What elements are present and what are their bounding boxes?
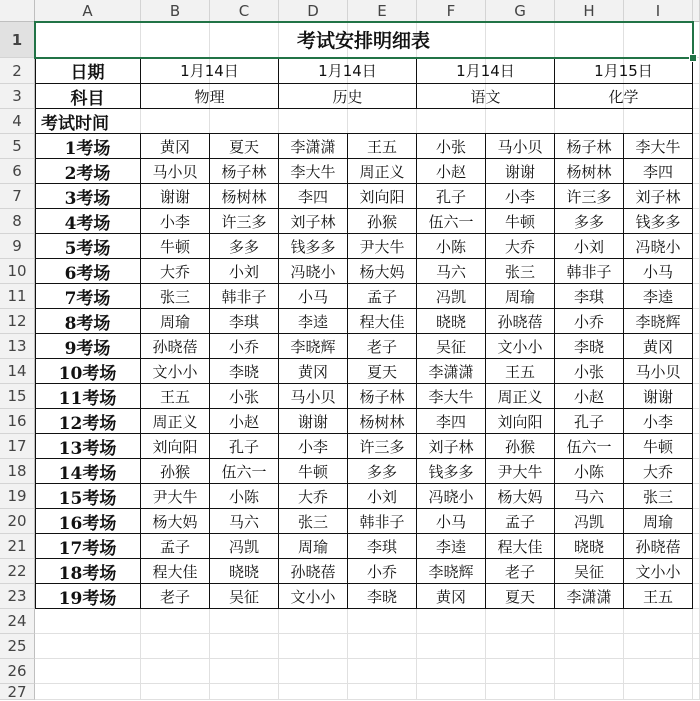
exam-room-name[interactable]: 11考场: [35, 384, 141, 409]
column-header-next[interactable]: [693, 0, 700, 22]
grid-cell[interactable]: [279, 609, 348, 634]
column-header-h[interactable]: H: [555, 0, 624, 22]
grid-cell[interactable]: [417, 634, 486, 659]
staff-cell[interactable]: 晓晓: [417, 309, 486, 334]
staff-cell[interactable]: 大乔: [624, 459, 693, 484]
row-header-22[interactable]: 22: [0, 559, 35, 584]
grid-cell[interactable]: [693, 359, 700, 384]
staff-cell[interactable]: 夏天: [486, 584, 555, 609]
staff-cell[interactable]: 谢谢: [486, 159, 555, 184]
staff-cell[interactable]: 孙晓蓓: [486, 309, 555, 334]
staff-cell[interactable]: 杨大妈: [348, 259, 417, 284]
grid-cell[interactable]: [693, 109, 700, 134]
staff-cell[interactable]: 张三: [486, 259, 555, 284]
grid-cell[interactable]: [555, 634, 624, 659]
row-header-5[interactable]: 5: [0, 134, 35, 159]
staff-cell[interactable]: 冯凯: [210, 534, 279, 559]
staff-cell[interactable]: 老子: [348, 334, 417, 359]
subject-cell[interactable]: 化学: [555, 84, 693, 109]
staff-cell[interactable]: 黄冈: [624, 334, 693, 359]
staff-cell[interactable]: 王五: [141, 384, 210, 409]
row-header-4[interactable]: 4: [0, 109, 35, 134]
staff-cell[interactable]: 李四: [279, 184, 348, 209]
staff-cell[interactable]: 多多: [210, 234, 279, 259]
row-header-12[interactable]: 12: [0, 309, 35, 334]
staff-cell[interactable]: 马六: [210, 509, 279, 534]
staff-cell[interactable]: 文小小: [279, 584, 348, 609]
sheet-title[interactable]: 考试安排明细表: [35, 22, 693, 58]
staff-cell[interactable]: 小张: [417, 134, 486, 159]
exam-room-name[interactable]: 8考场: [35, 309, 141, 334]
staff-cell[interactable]: 小张: [210, 384, 279, 409]
staff-cell[interactable]: 冯凯: [417, 284, 486, 309]
grid-cell[interactable]: [141, 659, 210, 684]
staff-cell[interactable]: 文小小: [486, 334, 555, 359]
staff-cell[interactable]: 小刘: [555, 234, 624, 259]
grid-cell[interactable]: [417, 659, 486, 684]
row-header-1[interactable]: 1: [0, 22, 35, 58]
grid-cell[interactable]: [693, 22, 700, 58]
staff-cell[interactable]: 杨子林: [555, 134, 624, 159]
column-header-g[interactable]: G: [486, 0, 555, 22]
date-label[interactable]: 日期: [35, 58, 141, 84]
grid-cell[interactable]: [693, 184, 700, 209]
staff-cell[interactable]: 李琪: [555, 284, 624, 309]
row-header-3[interactable]: 3: [0, 84, 35, 109]
staff-cell[interactable]: 伍六一: [210, 459, 279, 484]
grid-cell[interactable]: [693, 534, 700, 559]
staff-cell[interactable]: 伍六一: [417, 209, 486, 234]
row-header-25[interactable]: 25: [0, 634, 35, 659]
grid-cell[interactable]: [693, 309, 700, 334]
staff-cell[interactable]: 文小小: [624, 559, 693, 584]
date-cell[interactable]: 1月14日: [417, 58, 555, 84]
staff-cell[interactable]: 李晓: [348, 584, 417, 609]
exam-room-name[interactable]: 12考场: [35, 409, 141, 434]
column-header-i[interactable]: I: [624, 0, 693, 22]
staff-cell[interactable]: 冯凯: [555, 509, 624, 534]
grid-cell[interactable]: [417, 684, 486, 700]
staff-cell[interactable]: 小刘: [348, 484, 417, 509]
staff-cell[interactable]: 钱多多: [417, 459, 486, 484]
staff-cell[interactable]: 杨子林: [348, 384, 417, 409]
grid-cell[interactable]: [348, 659, 417, 684]
row-header-13[interactable]: 13: [0, 334, 35, 359]
staff-cell[interactable]: 刘子林: [624, 184, 693, 209]
staff-cell[interactable]: 李四: [624, 159, 693, 184]
staff-cell[interactable]: 孙猴: [486, 434, 555, 459]
staff-cell[interactable]: 马小贝: [279, 384, 348, 409]
staff-cell[interactable]: 夏天: [210, 134, 279, 159]
staff-cell[interactable]: 李晓: [555, 334, 624, 359]
row-header-2[interactable]: 2: [0, 58, 35, 84]
staff-cell[interactable]: 李琪: [210, 309, 279, 334]
staff-cell[interactable]: 小马: [624, 259, 693, 284]
row-header-21[interactable]: 21: [0, 534, 35, 559]
column-header-d[interactable]: D: [279, 0, 348, 22]
grid-cell[interactable]: [210, 609, 279, 634]
staff-cell[interactable]: 杨大妈: [141, 509, 210, 534]
grid-cell[interactable]: [693, 234, 700, 259]
staff-cell[interactable]: 程大佳: [348, 309, 417, 334]
staff-cell[interactable]: 小乔: [210, 334, 279, 359]
staff-cell[interactable]: 李大牛: [624, 134, 693, 159]
row-header-18[interactable]: 18: [0, 459, 35, 484]
grid-cell[interactable]: [693, 84, 700, 109]
grid-cell[interactable]: [555, 609, 624, 634]
staff-cell[interactable]: 王五: [348, 134, 417, 159]
staff-cell[interactable]: 小李: [279, 434, 348, 459]
grid-cell[interactable]: [210, 634, 279, 659]
grid-cell[interactable]: [486, 634, 555, 659]
staff-cell[interactable]: 周正义: [141, 409, 210, 434]
staff-cell[interactable]: 冯晓小: [624, 234, 693, 259]
staff-cell[interactable]: 黄冈: [141, 134, 210, 159]
staff-cell[interactable]: 杨树林: [348, 409, 417, 434]
staff-cell[interactable]: 李晓: [210, 359, 279, 384]
staff-cell[interactable]: 刘向阳: [141, 434, 210, 459]
staff-cell[interactable]: 小赵: [417, 159, 486, 184]
grid-cell[interactable]: [624, 634, 693, 659]
staff-cell[interactable]: 谢谢: [624, 384, 693, 409]
exam-room-name[interactable]: 10考场: [35, 359, 141, 384]
exam-room-name[interactable]: 19考场: [35, 584, 141, 609]
staff-cell[interactable]: 吴征: [417, 334, 486, 359]
staff-cell[interactable]: 晓晓: [555, 534, 624, 559]
staff-cell[interactable]: 尹大牛: [486, 459, 555, 484]
exam-room-name[interactable]: 14考场: [35, 459, 141, 484]
grid-cell[interactable]: [693, 434, 700, 459]
grid-cell[interactable]: [693, 609, 700, 634]
row-header-11[interactable]: 11: [0, 284, 35, 309]
staff-cell[interactable]: 大乔: [486, 234, 555, 259]
staff-cell[interactable]: 李琪: [348, 534, 417, 559]
grid-cell[interactable]: [348, 634, 417, 659]
staff-cell[interactable]: 马六: [555, 484, 624, 509]
staff-cell[interactable]: 孔子: [417, 184, 486, 209]
staff-cell[interactable]: 小陈: [210, 484, 279, 509]
staff-cell[interactable]: 老子: [486, 559, 555, 584]
grid-cell[interactable]: [279, 634, 348, 659]
staff-cell[interactable]: 周瑜: [624, 509, 693, 534]
row-header-20[interactable]: 20: [0, 509, 35, 534]
staff-cell[interactable]: 李逵: [624, 284, 693, 309]
grid-cell[interactable]: [555, 659, 624, 684]
staff-cell[interactable]: 吴征: [210, 584, 279, 609]
exam-room-name[interactable]: 13考场: [35, 434, 141, 459]
exam-room-name[interactable]: 4考场: [35, 209, 141, 234]
row-header-9[interactable]: 9: [0, 234, 35, 259]
staff-cell[interactable]: 刘子林: [279, 209, 348, 234]
staff-cell[interactable]: 夏天: [348, 359, 417, 384]
staff-cell[interactable]: 李大牛: [417, 384, 486, 409]
staff-cell[interactable]: 小赵: [555, 384, 624, 409]
staff-cell[interactable]: 李潇潇: [279, 134, 348, 159]
grid-cell[interactable]: [693, 634, 700, 659]
staff-cell[interactable]: 杨树林: [210, 184, 279, 209]
staff-cell[interactable]: 牛顿: [624, 434, 693, 459]
grid-cell[interactable]: [693, 334, 700, 359]
staff-cell[interactable]: 张三: [141, 284, 210, 309]
staff-cell[interactable]: 钱多多: [279, 234, 348, 259]
exam-room-name[interactable]: 15考场: [35, 484, 141, 509]
staff-cell[interactable]: 韩非子: [555, 259, 624, 284]
staff-cell[interactable]: 马小贝: [624, 359, 693, 384]
staff-cell[interactable]: 孟子: [486, 509, 555, 534]
row-header-10[interactable]: 10: [0, 259, 35, 284]
row-header-23[interactable]: 23: [0, 584, 35, 609]
grid-cell[interactable]: [624, 684, 693, 700]
grid-cell[interactable]: [693, 484, 700, 509]
staff-cell[interactable]: 小乔: [555, 309, 624, 334]
grid-cell[interactable]: [624, 609, 693, 634]
staff-cell[interactable]: 王五: [624, 584, 693, 609]
row-header-15[interactable]: 15: [0, 384, 35, 409]
subject-cell[interactable]: 历史: [279, 84, 417, 109]
staff-cell[interactable]: 孟子: [141, 534, 210, 559]
staff-cell[interactable]: 孙猴: [141, 459, 210, 484]
grid-cell[interactable]: [693, 284, 700, 309]
staff-cell[interactable]: 小刘: [210, 259, 279, 284]
row-header-6[interactable]: 6: [0, 159, 35, 184]
staff-cell[interactable]: 张三: [279, 509, 348, 534]
grid-cell[interactable]: [35, 659, 141, 684]
grid-cell[interactable]: [693, 134, 700, 159]
staff-cell[interactable]: 黄冈: [279, 359, 348, 384]
staff-cell[interactable]: 刘子林: [417, 434, 486, 459]
row-header-16[interactable]: 16: [0, 409, 35, 434]
exam-room-name[interactable]: 5考场: [35, 234, 141, 259]
row-header-19[interactable]: 19: [0, 484, 35, 509]
row-header-8[interactable]: 8: [0, 209, 35, 234]
staff-cell[interactable]: 周瑜: [141, 309, 210, 334]
staff-cell[interactable]: 韩非子: [210, 284, 279, 309]
staff-cell[interactable]: 伍六一: [555, 434, 624, 459]
staff-cell[interactable]: 小陈: [417, 234, 486, 259]
row-header-7[interactable]: 7: [0, 184, 35, 209]
subject-cell[interactable]: 语文: [417, 84, 555, 109]
staff-cell[interactable]: 许三多: [210, 209, 279, 234]
staff-cell[interactable]: 小李: [624, 409, 693, 434]
staff-cell[interactable]: 刘向阳: [348, 184, 417, 209]
staff-cell[interactable]: 孔子: [210, 434, 279, 459]
staff-cell[interactable]: 马六: [417, 259, 486, 284]
staff-cell[interactable]: 刘向阳: [486, 409, 555, 434]
subject-label[interactable]: 科目: [35, 84, 141, 109]
grid-cell[interactable]: [693, 384, 700, 409]
grid-cell[interactable]: [693, 559, 700, 584]
staff-cell[interactable]: 尹大牛: [348, 234, 417, 259]
row-header-24[interactable]: 24: [0, 609, 35, 634]
staff-cell[interactable]: 冯晓小: [279, 259, 348, 284]
staff-cell[interactable]: 李潇潇: [417, 359, 486, 384]
staff-cell[interactable]: 杨大妈: [486, 484, 555, 509]
staff-cell[interactable]: 孙晓蓓: [141, 334, 210, 359]
exam-time-label[interactable]: 考试时间: [35, 109, 693, 134]
grid-cell[interactable]: [141, 634, 210, 659]
staff-cell[interactable]: 小赵: [210, 409, 279, 434]
row-header-26[interactable]: 26: [0, 659, 35, 684]
staff-cell[interactable]: 周正义: [348, 159, 417, 184]
exam-room-name[interactable]: 17考场: [35, 534, 141, 559]
exam-room-name[interactable]: 3考场: [35, 184, 141, 209]
staff-cell[interactable]: 大乔: [141, 259, 210, 284]
staff-cell[interactable]: 李晓辉: [624, 309, 693, 334]
grid-cell[interactable]: [693, 259, 700, 284]
exam-room-name[interactable]: 7考场: [35, 284, 141, 309]
staff-cell[interactable]: 大乔: [279, 484, 348, 509]
staff-cell[interactable]: 杨子林: [210, 159, 279, 184]
grid-cell[interactable]: [693, 684, 700, 700]
exam-room-name[interactable]: 9考场: [35, 334, 141, 359]
staff-cell[interactable]: 晓晓: [210, 559, 279, 584]
grid-cell[interactable]: [693, 509, 700, 534]
staff-cell[interactable]: 周瑜: [279, 534, 348, 559]
grid-cell[interactable]: [348, 684, 417, 700]
column-header-c[interactable]: C: [210, 0, 279, 22]
staff-cell[interactable]: 李逵: [417, 534, 486, 559]
staff-cell[interactable]: 文小小: [141, 359, 210, 384]
grid-cell[interactable]: [693, 459, 700, 484]
staff-cell[interactable]: 孔子: [555, 409, 624, 434]
staff-cell[interactable]: 多多: [555, 209, 624, 234]
fill-handle[interactable]: [689, 54, 697, 62]
grid-cell[interactable]: [35, 609, 141, 634]
staff-cell[interactable]: 小李: [141, 209, 210, 234]
staff-cell[interactable]: 牛顿: [279, 459, 348, 484]
staff-cell[interactable]: 李逵: [279, 309, 348, 334]
grid-cell[interactable]: [348, 609, 417, 634]
grid-cell[interactable]: [141, 609, 210, 634]
exam-room-name[interactable]: 1考场: [35, 134, 141, 159]
grid-cell[interactable]: [210, 659, 279, 684]
staff-cell[interactable]: 王五: [486, 359, 555, 384]
staff-cell[interactable]: 程大佳: [141, 559, 210, 584]
grid-cell[interactable]: [417, 609, 486, 634]
staff-cell[interactable]: 李四: [417, 409, 486, 434]
staff-cell[interactable]: 周正义: [486, 384, 555, 409]
staff-cell[interactable]: 许三多: [348, 434, 417, 459]
staff-cell[interactable]: 许三多: [555, 184, 624, 209]
staff-cell[interactable]: 小张: [555, 359, 624, 384]
staff-cell[interactable]: 谢谢: [141, 184, 210, 209]
staff-cell[interactable]: 李晓辉: [417, 559, 486, 584]
column-header-e[interactable]: E: [348, 0, 417, 22]
grid-cell[interactable]: [141, 684, 210, 700]
staff-cell[interactable]: 李潇潇: [555, 584, 624, 609]
staff-cell[interactable]: 小马: [417, 509, 486, 534]
staff-cell[interactable]: 孙晓蓓: [624, 534, 693, 559]
staff-cell[interactable]: 谢谢: [279, 409, 348, 434]
grid-cell[interactable]: [693, 209, 700, 234]
subject-cell[interactable]: 物理: [141, 84, 279, 109]
staff-cell[interactable]: 张三: [624, 484, 693, 509]
grid-cell[interactable]: [624, 659, 693, 684]
staff-cell[interactable]: 钱多多: [624, 209, 693, 234]
staff-cell[interactable]: 吴征: [555, 559, 624, 584]
staff-cell[interactable]: 多多: [348, 459, 417, 484]
date-cell[interactable]: 1月15日: [555, 58, 693, 84]
staff-cell[interactable]: 牛顿: [141, 234, 210, 259]
staff-cell[interactable]: 程大佳: [486, 534, 555, 559]
staff-cell[interactable]: 李大牛: [279, 159, 348, 184]
staff-cell[interactable]: 老子: [141, 584, 210, 609]
column-header-b[interactable]: B: [141, 0, 210, 22]
staff-cell[interactable]: 马小贝: [486, 134, 555, 159]
grid-cell[interactable]: [279, 659, 348, 684]
grid-cell[interactable]: [210, 684, 279, 700]
row-header-14[interactable]: 14: [0, 359, 35, 384]
exam-room-name[interactable]: 6考场: [35, 259, 141, 284]
date-cell[interactable]: 1月14日: [141, 58, 279, 84]
grid-cell[interactable]: [35, 634, 141, 659]
exam-room-name[interactable]: 16考场: [35, 509, 141, 534]
staff-cell[interactable]: 小李: [486, 184, 555, 209]
staff-cell[interactable]: 尹大牛: [141, 484, 210, 509]
staff-cell[interactable]: 周瑜: [486, 284, 555, 309]
staff-cell[interactable]: 黄冈: [417, 584, 486, 609]
row-header-17[interactable]: 17: [0, 434, 35, 459]
staff-cell[interactable]: 小陈: [555, 459, 624, 484]
column-header-a[interactable]: A: [35, 0, 141, 22]
row-header-27[interactable]: 27: [0, 684, 35, 700]
staff-cell[interactable]: 韩非子: [348, 509, 417, 534]
grid-cell[interactable]: [555, 684, 624, 700]
staff-cell[interactable]: 李晓辉: [279, 334, 348, 359]
staff-cell[interactable]: 孙猴: [348, 209, 417, 234]
grid-cell[interactable]: [693, 584, 700, 609]
grid-cell[interactable]: [35, 684, 141, 700]
column-header-f[interactable]: F: [417, 0, 486, 22]
staff-cell[interactable]: 杨树林: [555, 159, 624, 184]
exam-room-name[interactable]: 18考场: [35, 559, 141, 584]
staff-cell[interactable]: 孙晓蓓: [279, 559, 348, 584]
grid-cell[interactable]: [693, 159, 700, 184]
grid-cell[interactable]: [486, 684, 555, 700]
staff-cell[interactable]: 牛顿: [486, 209, 555, 234]
exam-room-name[interactable]: 2考场: [35, 159, 141, 184]
staff-cell[interactable]: 冯晓小: [417, 484, 486, 509]
staff-cell[interactable]: 马小贝: [141, 159, 210, 184]
staff-cell[interactable]: 孟子: [348, 284, 417, 309]
grid-cell[interactable]: [279, 684, 348, 700]
grid-cell[interactable]: [693, 659, 700, 684]
staff-cell[interactable]: 小乔: [348, 559, 417, 584]
grid-cell[interactable]: [486, 609, 555, 634]
staff-cell[interactable]: 小马: [279, 284, 348, 309]
grid-cell[interactable]: [693, 409, 700, 434]
select-all-corner[interactable]: [0, 0, 35, 22]
grid-cell[interactable]: [486, 659, 555, 684]
date-cell[interactable]: 1月14日: [279, 58, 417, 84]
